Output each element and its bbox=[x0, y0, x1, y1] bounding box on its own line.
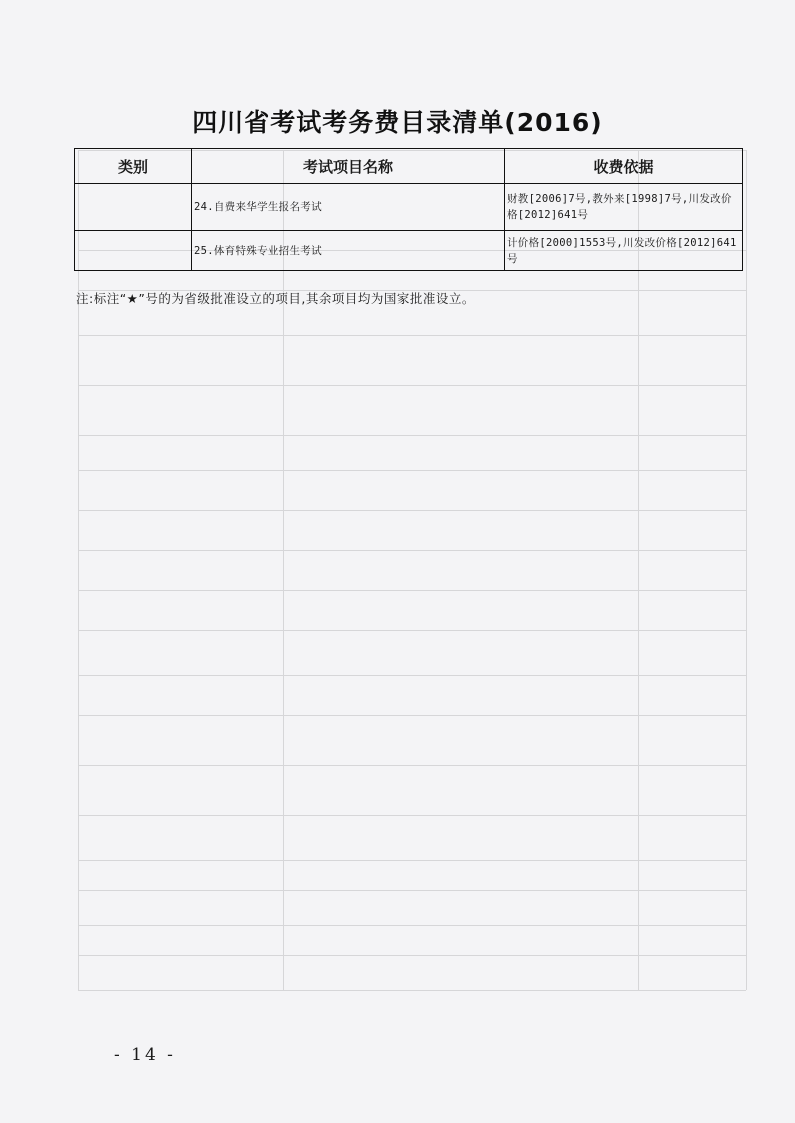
row-item: 24.自费来华学生报名考试 bbox=[192, 184, 505, 231]
page-number: - 14 - bbox=[114, 1045, 176, 1065]
row-item: 25.体育特殊专业招生考试 bbox=[192, 231, 505, 271]
footnote: 注:标注“★”号的为省级批准设立的项目,其余项目均为国家批准设立。 bbox=[76, 291, 475, 306]
table-row bbox=[75, 184, 743, 231]
header-category: 类别 bbox=[75, 149, 192, 184]
header-basis: 收费依据 bbox=[505, 149, 743, 184]
row-basis: 计价格[2000]1553号,川发改价格[2012]641号 bbox=[505, 231, 743, 271]
row-category bbox=[75, 184, 192, 231]
table-header-row bbox=[75, 149, 743, 184]
row-basis: 财教[2006]7号,教外来[1998]7号,川发改价格[2012]641号 bbox=[505, 184, 743, 231]
bleed-through-table bbox=[78, 150, 746, 990]
fee-table bbox=[74, 148, 743, 271]
page-title: 四川省考试考务费目录清单(2016) bbox=[192, 108, 603, 137]
table-row bbox=[75, 231, 743, 271]
header-item: 考试项目名称 bbox=[192, 149, 505, 184]
row-category bbox=[75, 231, 192, 271]
